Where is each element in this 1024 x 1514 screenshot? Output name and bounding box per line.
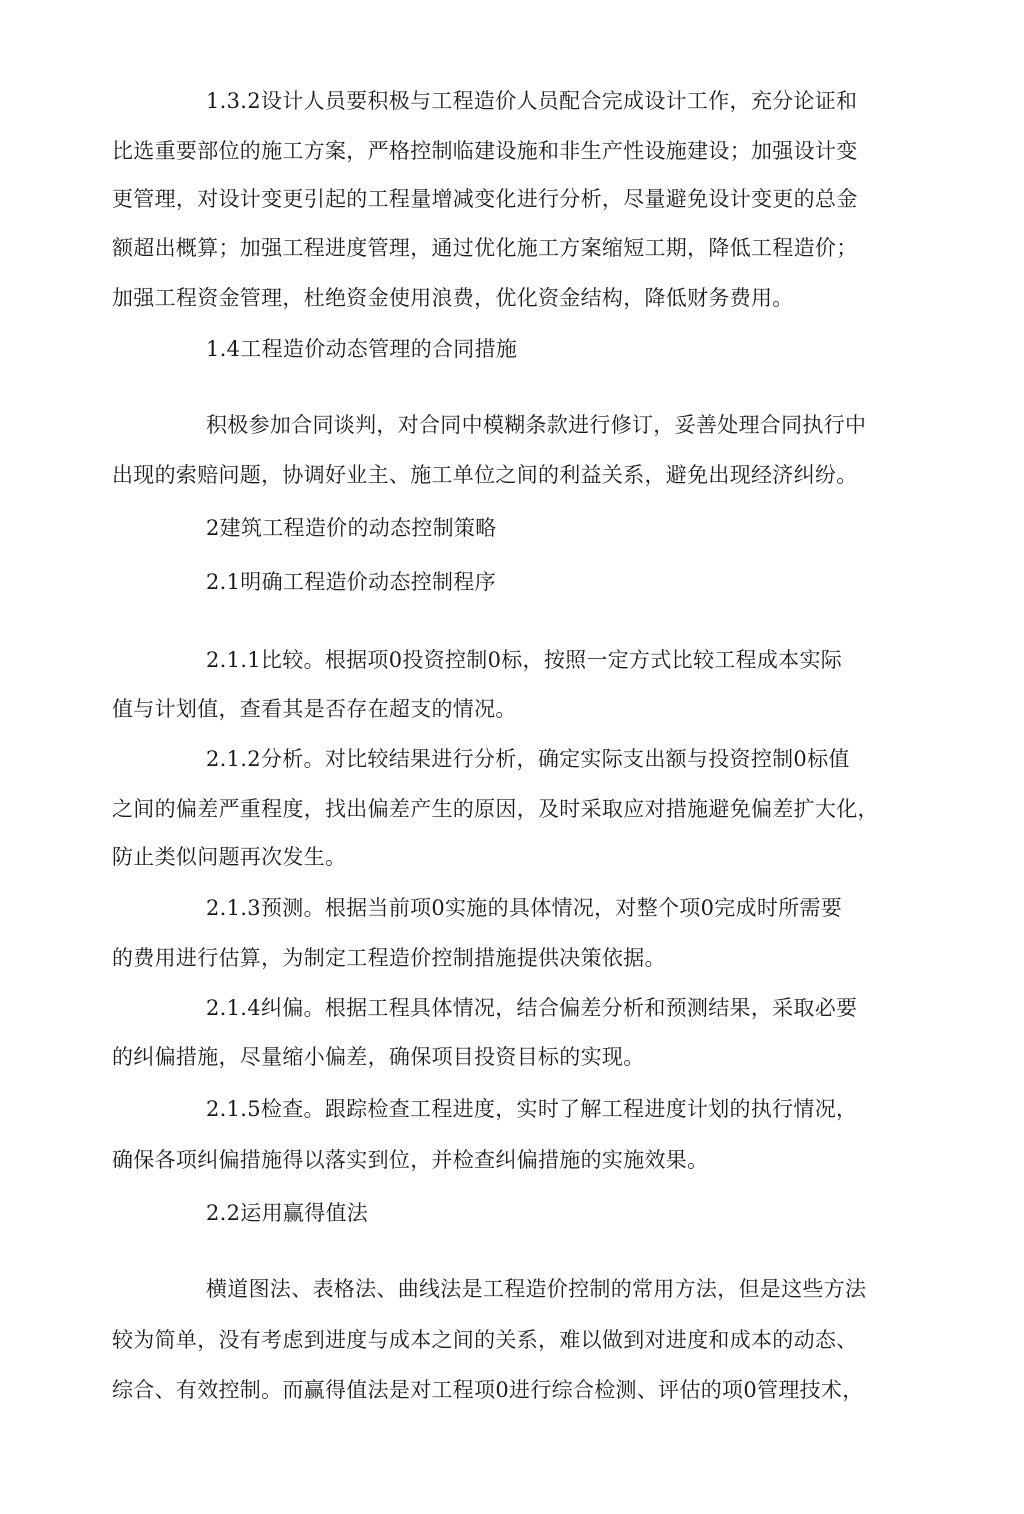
section-heading: 2.2运用赢得值法 bbox=[206, 1201, 369, 1225]
text-line: 比选重要部位的施工方案，严格控制临建设施和非生产性设施建设；加强设计变 bbox=[112, 139, 858, 163]
section-heading: 2.1明确工程造价动态控制程序 bbox=[206, 570, 496, 594]
text-line: 2.1.5检查。跟踪检查工程进度，实时了解工程进度计划的执行情况， bbox=[206, 1097, 858, 1121]
text-line: 综合、有效控制。而赢得值法是对工程项0进行综合检测、评估的项0管理技术， bbox=[112, 1378, 864, 1402]
text-line: 确保各项纠偏措施得以落实到位，并检查纠偏措施的实施效果。 bbox=[112, 1148, 709, 1172]
text-line: 2.1.2分析。对比较结果进行分析，确定实际支出额与投资控制0标值 bbox=[206, 747, 850, 771]
text-line: 的费用进行估算，为制定工程造价控制措施提供决策依据。 bbox=[112, 946, 666, 970]
text-line: 的纠偏措施，尽量缩小偏差，确保项目投资目标的实现。 bbox=[112, 1045, 645, 1069]
text-line: 较为简单，没有考虑到进度与成本之间的关系，难以做到对进度和成本的动态、 bbox=[112, 1328, 858, 1352]
section-heading: 1.4工程造价动态管理的合同措施 bbox=[206, 337, 518, 361]
text-line: 2.1.1比较。根据项0投资控制0标，按照一定方式比较工程成本实际 bbox=[206, 648, 843, 672]
text-line: 横道图法、表格法、曲线法是工程造价控制的常用方法，但是这些方法 bbox=[206, 1277, 867, 1301]
text-line: 2.1.3预测。根据当前项0实施的具体情况，对整个项0完成时所需要 bbox=[206, 896, 843, 920]
text-line: 2.1.4纠偏。根据工程具体情况，结合偏差分析和预测结果，采取必要 bbox=[206, 996, 858, 1020]
text-line: 加强工程资金管理，杜绝资金使用浪费，优化资金结构，降低财务费用。 bbox=[112, 286, 794, 310]
text-line: 1.3.2设计人员要积极与工程造价人员配合完成设计工作，充分论证和 bbox=[206, 89, 858, 113]
text-line: 出现的索赔问题，协调好业主、施工单位之间的利益关系，避免出现经济纠纷。 bbox=[112, 463, 858, 487]
text-line: 之间的偏差严重程度，找出偏差产生的原因，及时采取应对措施避免偏差扩大化， bbox=[112, 797, 879, 821]
text-line: 积极参加合同谈判，对合同中模糊条款进行修订，妥善处理合同执行中 bbox=[206, 413, 867, 437]
section-heading: 2建筑工程造价的动态控制策略 bbox=[206, 516, 497, 540]
text-line: 防止类似问题再次发生。 bbox=[112, 845, 347, 869]
text-line: 值与计划值，查看其是否存在超支的情况。 bbox=[112, 697, 517, 721]
text-line: 更管理，对设计变更引起的工程量增减变化进行分析，尽量避免设计变更的总金 bbox=[112, 187, 858, 211]
text-line: 额超出概算；加强工程进度管理，通过优化施工方案缩短工期，降低工程造价； bbox=[112, 236, 858, 260]
